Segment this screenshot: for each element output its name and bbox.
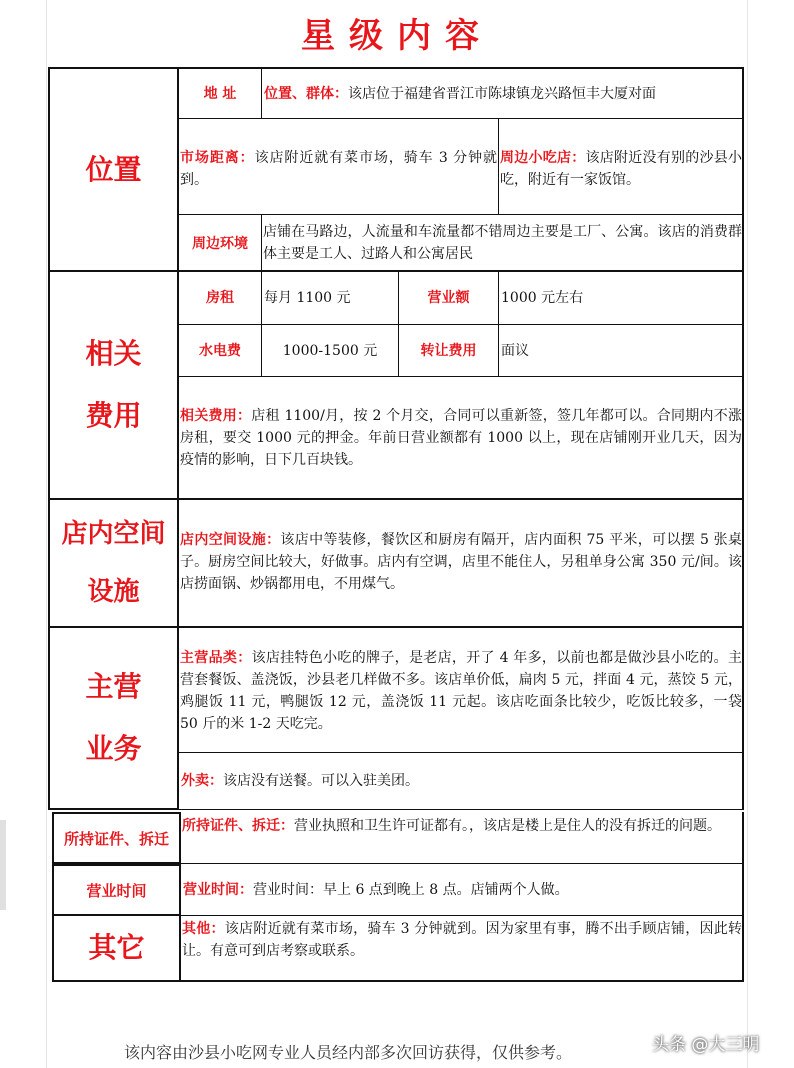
license-prefix: 所持证件、拆迁： xyxy=(182,818,294,834)
snack-text: 该店附近没有别的沙县小吃，附近有一家饭馆。 xyxy=(500,150,742,188)
hours-detail xyxy=(181,864,743,915)
license-text: 营业执照和卫生许可证都有。，该店是楼上是住人的没有拆迁的问题。 xyxy=(294,818,721,834)
utility-label: 水电费 xyxy=(179,325,262,377)
space-table xyxy=(178,498,744,628)
category-business-line2: 业务 xyxy=(85,732,142,765)
other-prefix: 其他： xyxy=(182,921,225,937)
address-value xyxy=(262,69,743,119)
category-costs-line2: 费用 xyxy=(85,399,142,432)
environment-text: 店铺在马路边，人流量和车流量都不错周边主要是工厂、公寓。该店的消费群体主要是工人、过路人和公寓居民 xyxy=(263,224,742,262)
other-detail xyxy=(181,914,743,980)
left-scroll-strip xyxy=(0,820,6,910)
environment-label: 周边环境 xyxy=(179,215,262,272)
hours-text: 营业时间：早上 6 点到晚上 8 点。店铺两个人做。 xyxy=(253,881,569,898)
revenue-value: 1000 元左右 xyxy=(499,271,743,325)
hours-prefix: 营业时间： xyxy=(183,881,253,898)
transfer-value: 面议 xyxy=(499,325,743,377)
space-prefix: 店内空间设施： xyxy=(180,532,281,548)
delivery-prefix: 外卖： xyxy=(181,773,223,789)
footer-note: 该内容由沙县小吃网专业人员经内部多次回访获得，仅供参考。 xyxy=(124,1043,573,1062)
main-text: 该店挂特色小吃的牌子，是老店，开了 4 年多，以前也都是做沙县小吃的。主营套餐饭、盖浇饭，沙县老几样做不多。该店单价低，扁肉 5 元，拌面 4 元，蒸饺 5 元，鸡腿饭 11 元，鸭腿饭 12 元，盖浇饭 11 元起。该店吃面条比较少，吃饭比较多，一袋 50 斤的米 1-2 天吃完。 xyxy=(180,650,742,732)
cost-detail-prefix: 相关费用： xyxy=(180,408,252,424)
category-location xyxy=(48,67,179,272)
category-other xyxy=(52,914,181,982)
license-detail xyxy=(181,812,743,863)
delivery xyxy=(179,753,743,809)
revenue-label: 营业额 xyxy=(399,271,499,325)
hours-table xyxy=(180,864,744,916)
address-label: 地 址 xyxy=(179,69,262,119)
watermark: 头条 @大三明 xyxy=(652,1035,760,1055)
nearby-snack-cell xyxy=(499,119,743,215)
category-license xyxy=(52,812,181,864)
market-prefix: 市场距离： xyxy=(180,150,255,166)
page-title: 星级内容 xyxy=(301,16,493,56)
space-text: 该店中等装修，餐饮区和厨房有隔开，店内面积 75 平米，可以摆 5 张桌子。厨房空间比较大，好做事。店内有空调，店里不能住人，另租单身公寓 350 元/间。该店捞面锅、炒锅都用电，不用煤气。 xyxy=(180,532,742,592)
other-text: 该店附近就有菜市场，骑车 3 分钟就到。因为家里有事，腾不出手顾店铺，因此转让。有意可到店考察或联系。 xyxy=(182,921,743,959)
address-prefix: 位置、群体： xyxy=(264,85,348,102)
utility-value: 1000-1500 元 xyxy=(262,325,399,377)
cost-detail xyxy=(179,377,743,499)
location-table xyxy=(178,67,744,272)
category-license-label: 所持证件、拆迁 xyxy=(63,829,169,848)
business-table xyxy=(178,626,744,810)
category-hours xyxy=(52,864,181,916)
rent-label: 房租 xyxy=(179,271,262,325)
snack-prefix: 周边小吃店： xyxy=(500,150,586,166)
category-other-label: 其它 xyxy=(88,931,145,964)
license-table xyxy=(180,812,744,864)
category-space-line1: 店内空间 xyxy=(61,519,166,549)
category-business xyxy=(48,626,179,810)
category-business-line1: 主营 xyxy=(85,670,142,703)
main-prefix: 主营品类： xyxy=(180,650,252,666)
address-text: 该店位于福建省晋江市陈埭镇龙兴路恒丰大厦对面 xyxy=(348,85,656,102)
rent-value: 每月 1100 元 xyxy=(262,271,399,325)
cost-detail-text: 店租 1100/月，按 2 个月交，合同可以重新签，签几年都可以。合同期内不涨房租，要交 1000 元的押金。年前日营业额都有 1000 以上，现在店铺刚开业几天，因为疫情的影响，日下几百块钱。 xyxy=(180,408,743,468)
category-space-line2: 设施 xyxy=(87,577,140,607)
category-location-label: 位置 xyxy=(85,152,142,186)
market-distance-cell xyxy=(179,119,499,215)
main-products xyxy=(179,627,743,753)
costs-table xyxy=(178,270,744,500)
category-costs-line1: 相关 xyxy=(85,337,142,370)
transfer-label: 转让费用 xyxy=(399,325,499,377)
delivery-text: 该店没有送餐。可以入驻美团。 xyxy=(223,773,419,789)
market-text: 该店附近就有菜市场，骑车 3 分钟就到。 xyxy=(180,150,498,188)
other-table xyxy=(180,914,744,982)
category-costs xyxy=(48,270,179,500)
category-space xyxy=(48,498,179,628)
category-hours-label: 营业时间 xyxy=(86,881,147,900)
space-detail xyxy=(179,499,743,627)
